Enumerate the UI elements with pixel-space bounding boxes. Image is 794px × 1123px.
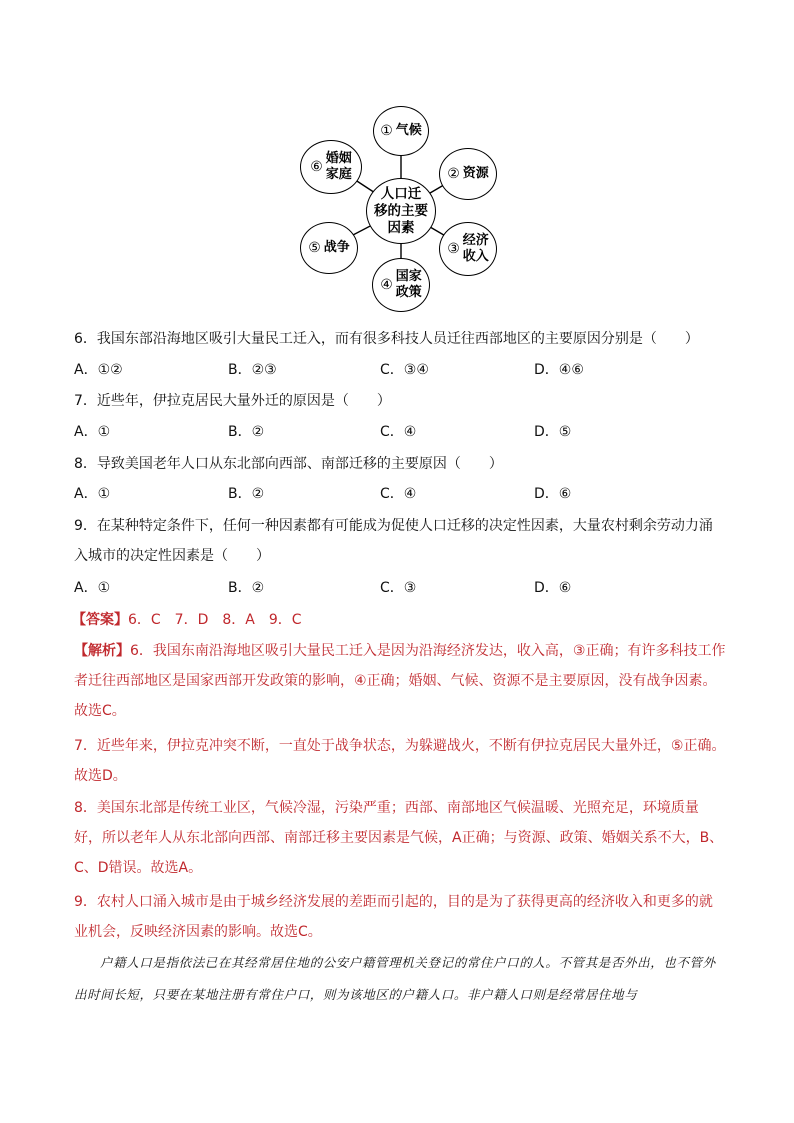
reading-passage: 户籍人口是指依法已在其经常居住地的公安户籍管理机关登记的常住户口的人。不管其是否外出，也不管外出时间长短，只要在某地注册有常住户口，则为该地区的户籍人口。非户籍人口则是经常居住地与 [74,955,716,1002]
factor-label: 气候 [395,123,422,138]
question-9-options [74,573,724,603]
question-8-stem: 8．导致美国老年人口从东北部向西部、南部迁移的主要原因（ ） [74,456,503,472]
migration-factors-diagram [296,106,506,314]
factor-label: 国家 政策 [395,269,422,300]
explanation-tag: 【解析】 [74,643,130,659]
factor-node-war [300,222,358,274]
option-c: C．④ [380,424,417,440]
factor-label: 经济 收入 [462,233,489,264]
factor-node-marriage-family [300,140,362,194]
question-9-stem: 9．在某种特定条件下，任何一种因素都有可能成为促使人口迁移的决定性因素，大量农村剩余劳动力涌入城市的决定性因素是（ ） [74,518,713,564]
factor-node-national-policy [372,258,430,312]
answer-text: 6．C 7．D 8．A 9．C [128,612,302,628]
factor-label: 婚姻 家庭 [325,151,352,182]
explanation-text: 6．我国东南沿海地区吸引大量民工迁入是因为沿海经济发达，收入高，③正确；有许多科技工作者迁往西部地区是国家西部开发政策的影响，④正确；婚姻、气候、资源不是主要原因，没有战争因素。故选C。 [74,643,726,719]
diagram-center-label: 人口迁 移的主要 因素 [374,185,428,236]
factor-number: ④ [380,277,393,293]
factor-label: 资源 [462,166,489,181]
option-a: A．① [74,580,111,596]
question-6-stem: 6．我国东部沿海地区吸引大量民工迁入，而有很多科技人员迁往西部地区的主要原因分别是（ ） [74,331,699,347]
option-a: A．①② [74,362,123,378]
explanation-7: 7．近些年来，伊拉克冲突不断，一直处于战争状态，为躲避战火，不断有伊拉克居民大量外迁，⑤正确。故选D。 [74,738,726,784]
question-7-options [74,417,724,447]
option-b: B．②③ [228,362,277,378]
answer-tag: 【答案】 [72,612,128,628]
question-8-options [74,479,724,509]
factor-number: ① [380,123,393,139]
option-c: C．③ [380,580,417,596]
option-a: A．① [74,486,111,502]
answer-line [72,605,302,635]
explanation-6 [74,636,726,726]
explanation-9: 9．农村人口涌入城市是由于城乡经济发展的差距而引起的，目的是为了获得更高的经济收入和更多的就业机会，反映经济因素的影响。故选C。 [74,894,713,940]
question-7-stem: 7．近些年，伊拉克居民大量外迁的原因是（ ） [74,393,391,409]
factor-number: ⑥ [310,159,323,175]
factor-node-climate [373,106,429,156]
factor-node-economic-income [439,222,497,276]
factor-label: 战争 [323,240,350,255]
question-6-options [74,355,724,385]
option-b: B．② [228,486,265,502]
option-a: A．① [74,424,111,440]
explanation-8: 8．美国东北部是传统工业区，气候冷湿，污染严重；西部、南部地区气候温暖、光照充足，环境质量好，所以老年人从东北部向西部、南部迁移主要因素是气候，A正确；与资源、政策、婚姻关系不大，B、C、D错误。故选A。 [74,800,724,876]
factor-number: ② [447,166,460,182]
option-c: C．③④ [380,362,429,378]
option-b: B．② [228,580,265,596]
option-d: D．④⑥ [534,362,584,378]
diagram-center-node [366,178,436,244]
option-c: C．④ [380,486,417,502]
option-b: B．② [228,424,265,440]
option-d: D．⑥ [534,486,572,502]
factor-number: ⑤ [308,240,321,256]
factor-number: ③ [447,241,460,257]
factor-node-resources [439,148,497,200]
option-d: D．⑥ [534,580,572,596]
option-d: D．⑤ [534,424,572,440]
